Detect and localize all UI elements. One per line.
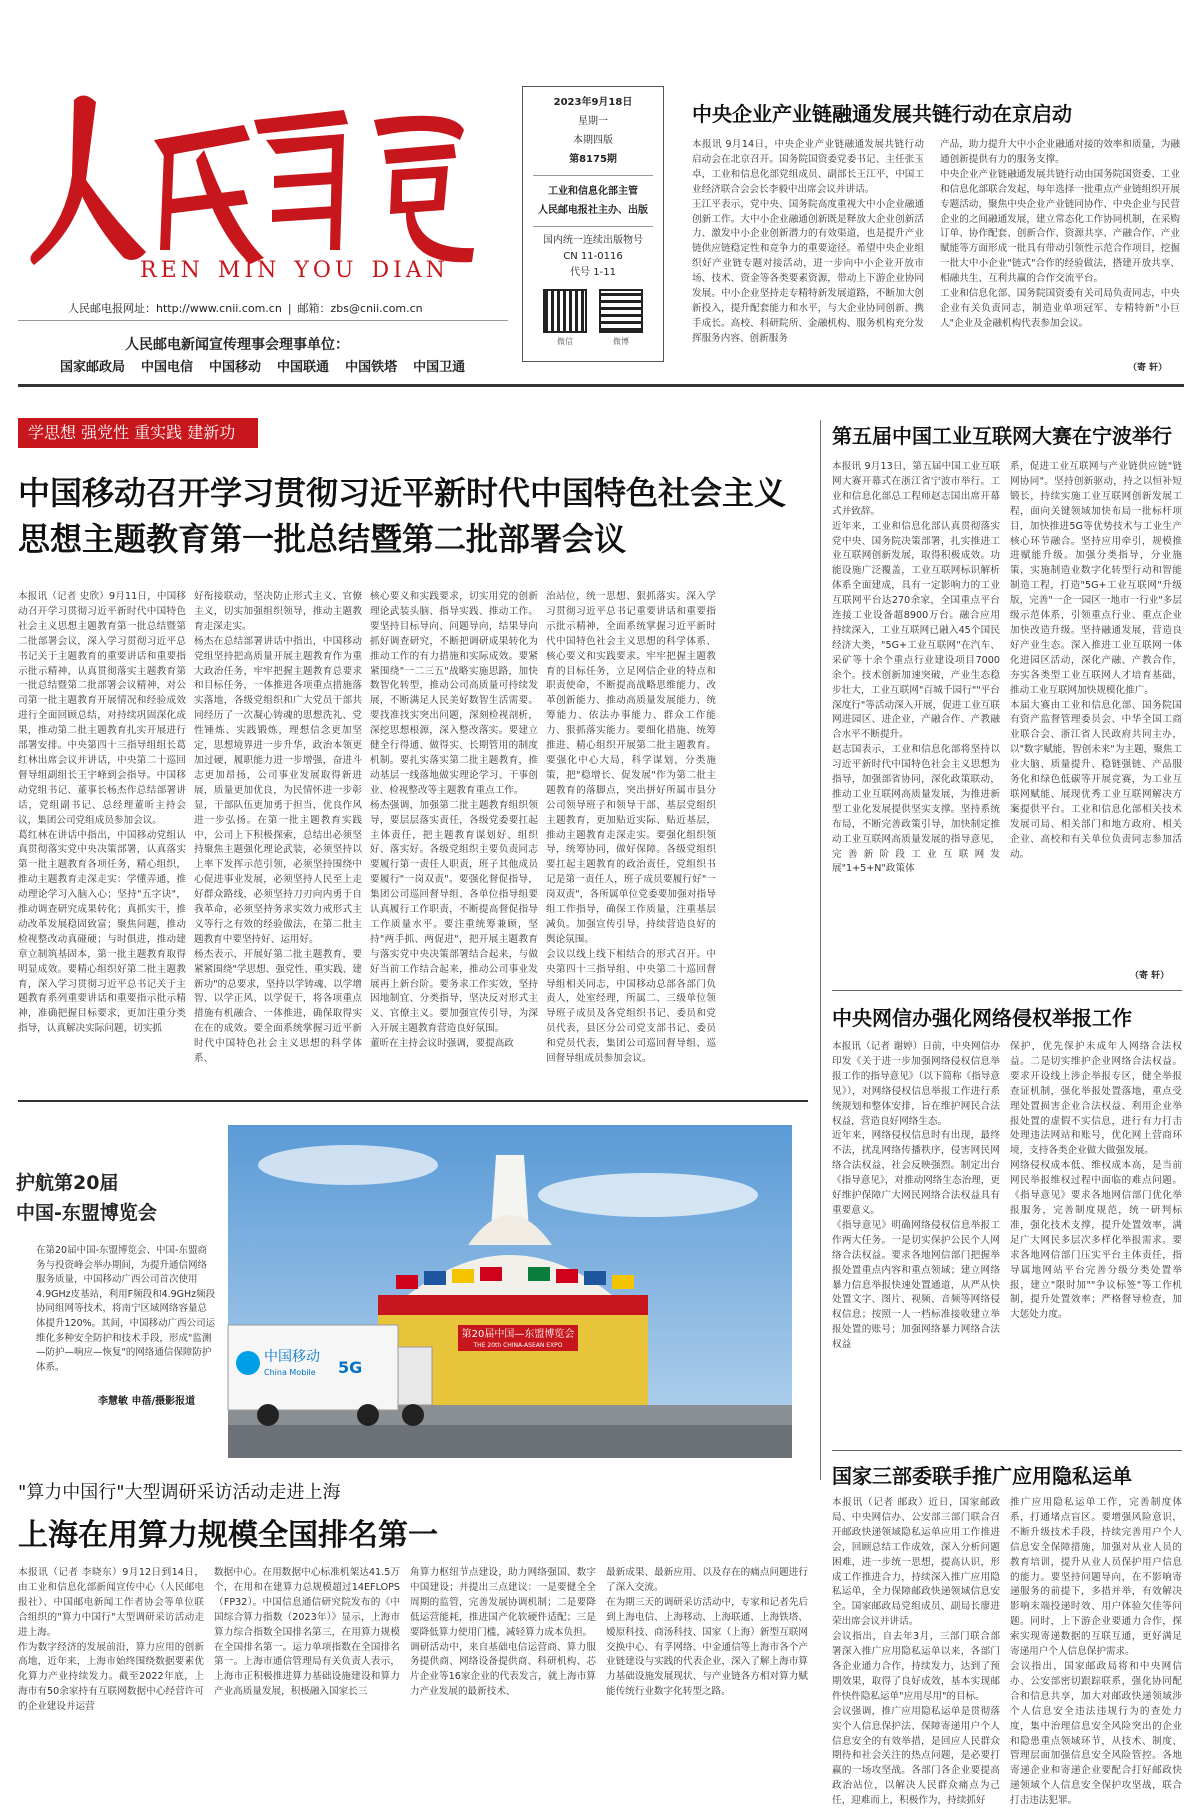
email-text: 邮箱：zbs@cnii.com.cn (297, 302, 423, 315)
cn-number: CN 11-0116 (563, 251, 623, 262)
council-member: 中国卫通 (413, 360, 466, 375)
top-story-headline: 中央企业产业链融通发展共链行动在京启动 (692, 102, 1072, 126)
main-story-column: 核心要义和实践要求，切实用党的创新理论武装头脑、指导实践、推动工作。要坚持目标导向、问题导向，结果导向抓好调查研究，不断把调研成果转化为推动工作的有力措施和实际成效。要紧紧围绕"一二三五"战略实施思路，加快数智化转型，推动公司高质量可持续发展，不断满足人民美好数智生活需要。要找准找实突出问题，深刻检视剖析，深挖思想根源，深入整改落实。要建立健全行得通、做得实、长期管用的制度机制。要扎实落实第二批主题教育，推动基层一线落地做实理论学习、干事创业、检视整改等主题教育重点工作。 杨杰强调，加强第二批主题教育组织领导，要层层落实责任，各级党委要扛起主体责任，把主题教育谋划好、组织好、落实好。各级党组织主要负责同志要履行第一责任人职责，班子其他成员要履行"一岗双责"。要强化督促指导，集团公司巡回督导组、各单位指导组要认真履行工作职责，不断提高督促指导工作质量水平。要注重统筹兼顾，坚持"两手抓、两促进"，把开展主题教育与落实党中央决策部署结合起来，与做好当前工作结合起来，推动公司事业发展再上新台阶。要务求工作实效，坚持因地制宜、分类指导，坚决反对形式主义、官僚主义。要加强宣传引导，为深入开展主题教育营造良好氛围。 董昕在主持会议时强调，要提高政 (370, 591, 538, 1050)
council-member: 国家邮政局 (60, 360, 126, 375)
side-story1-source: （寄 轩） (1130, 971, 1170, 981)
council-member: 中国电信 (141, 360, 194, 375)
pinyin-dian: DIAN (371, 258, 449, 283)
issue-date: 2023年9月18日 (553, 97, 633, 108)
site-info: 人民邮电报网址：http://www.cnii.com.cn | 邮箱：zbs@cnii.com.cn (68, 302, 423, 315)
side-story3-body-left: 本报讯（记者 邮政）近日，国家邮政局、中央网信办、公安部三部门联合召开邮政快递领域隐私运单应用工作推进会，回顾总结工作成效，深入分析问题困难，进一步统一思想，提高认识，形成工作推进合力，持续深入推广应用隐私运单，全力保障邮政快递领域信息安全。国家邮政局党组成员、副局长廖进荣出席会议并讲话。 会议指出，自去年3月，三部门联合部署深入推广应用隐私运单以来，各部门各企业通力合作，持续发力，达到了预期效果，取得了良好成效，基本实现邮件快件隐私运单"应用尽用"的目标。 会议强调，推广应用隐私运单是贯彻落实个人信息保护法、保障寄递用户个人信息安全的有效举措，是回应人民群众期待和社会关注的热点问题，是必要打赢的一场攻坚战。各部门各企业要提高政治站位，以解决人民群众痛点为己任，迎难而上，积极作为，持续抓好 (832, 1497, 1000, 1807)
side-story3-body-right: 推广应用隐私运单工作，完善制度体系，打通堵点盲区。要增强风险意识，不断升级技术手段，持续完善用户个人信息安全保障措施，加强对从业人员的教育培训，提升从业人员保护用户信息的能力。要坚持问题导向，在不影响寄递服务的前提下，多措并举，有效解决影响末端投递时效、用户体验欠佳等问题。同时，上下游企业要通力合作，探索实现寄递数据的互联互通，更好满足寄递用户个人信息保护需求。 会议指出，国家邮政局将和中央网信办、公安部密切跟踪联系，强化协同配合和信息共享，加大对邮政快递领域涉个人信息安全违法违规行为的查处力度，集中治理信息安全风险突出的企业和隐患重点领域环节，从技术、制度、管理层面加强信息安全风险管控。各地寄递企业和寄递企业要配合打好邮政快递领域个人信息安全保护攻坚战，联合打击违法犯罪。 (1010, 1497, 1182, 1807)
publisher-text: 人民邮电报社主办、出版 (538, 205, 648, 216)
issue-info-box (522, 86, 664, 362)
main-headline-line2: 思想主题教育第一批总结暨第二批部署会议 (18, 520, 627, 558)
qr-label: 微博 (613, 337, 629, 346)
truck-5g-label: 5G (338, 1358, 363, 1377)
expo-banner-text: 第20届中国—东盟博览会 (461, 1329, 575, 1340)
main-story-column: 本报讯（记者 史欣）9月11日，中国移动召开学习贯彻习近平新时代中国特色社会主义思想主题教育第一批总结暨第二批部署会议，深入学习贯彻习近平总书记关于主题教育的重要讲话和重要指示批示精神，认真贯彻落实主题教育第一批总结暨第二批部署会议精神，对公司第一批主题教育开展情况和经验成效进行全面回顾总结，对持续巩固深化成果，推动第二批主题教育扎实开展进行部署安排。中央第四十三指导组组长葛红林出席会议并讲话，中央第二十巡回督导组副组长王宇峰到会指导。中国移动党组书记、董事长杨杰作总结部署讲话，党组副书记、总经理董昕主持会议，集团公司党组成员参加会议。 葛红林在讲话中指出，中国移动党组认真贯彻落实党中央决策部署，认真落实第一批主题教育各项任务，精心组织，推动主题教育走深走实：学懂弄通，推动理论学习入脑入心；坚持"五字诀"，推动调查研究成果转化；真抓实干，推动改革发展稳固致富；聚焦问题，推动检视整改动真碰硬；与时俱进，推动建章立制筑基固本，第一批主题教育取得明显成效。要精心组织好第二批主题教育，深入学习贯彻习近平总书记关于主题教育系列重要讲话和重要指示批示精神，准确把握目标要求，更加注重分类指导，认真解决实际问题，切实抓 (18, 591, 186, 1035)
side-story1-headline: 第五届中国工业互联网大赛在宁波举行 (832, 424, 1172, 448)
council-title: 人民邮电新闻宣传理事会理事单位： (125, 337, 349, 353)
qr-label: 微信 (557, 337, 573, 346)
photo-credit: 李慧敏 申蓓/摄影报道 (98, 1396, 196, 1407)
side-story2-body-left: 本报讯（记者 谢婷）日前，中央网信办印发《关于进一步加强网络侵权信息举报工作的指导意见》（以下简称《指导意见》），对网络侵权信息举报工作进行系统规划和整体安排，旨在维护网民合法权益，营造良好网络生态。 近年来，网络侵权信息时有出现，最终不法，扰乱网络传播秩序，侵害网民网络合法权益，社会反映强烈。制定出台《指导意见》，对推动网络生态治理，更好维护保障广大网民网络合法权益具有重要意义。 《指导意见》明确网络侵权信息举报工作两大任务。一是切实保护公民个人网络合法权益。要求各地网信部门把握举报处置重点内容和重点领域；建立网络暴力信息举报快速处置通道，从严从快处置文字、图片、视频、音频等网络侵权信息；按照一人一档标准接收建立举报处置的账号；加强网络暴力网络合法权益 (832, 1041, 1000, 1351)
side-story1-body-left: 本报讯 9月13日，第五届中国工业互联网大赛开幕式在浙江省宁波市举行。工业和信息化部总工程师赵志国出席开幕式并致辞。 近年来，工业和信息化部认真贯彻落实党中央、国务院决策部署，扎实推进工业互联网创新发展，取得积极成效。功能设施广泛覆盖，工业互联网标识解析体系全面建成，具有一定影响力的工业互联网平台达270余家，全国重点平台连接工业设备超8900万台。融合应用持续深入，工业互联网已融入45个国民经济大类，"5G+工业互联网"在汽车、采矿等十余个重点行业建设项目7000余个。技术创新加速突破，产业生态稳步壮大，工业互联网"百城千园行""平台深度行"等活动深入开展，促进工业互联网进园区、进企业，产融合作、产教融合水平不断提升。 赵志国表示，工业和信息化部将坚持以习近平新时代中国特色社会主义思想为指导，加强部省协同，深化政策联动，推动工业互联网高质量发展，为推进新型工业化发展提供坚实支撑。坚持系统布局，不断完善政策引导，加快制定推动工业互联网高质量发展的指导意见，完善新阶段工业互联网发展"1+5+N"政策体 (832, 461, 1000, 875)
photo-title-line2: 中国-东盟博览会 (16, 1202, 157, 1224)
pinyin-you: YOU (294, 258, 358, 283)
wechat-qr-icon[interactable] (543, 289, 587, 333)
issue-edition: 本期四版 (573, 135, 613, 146)
section-tag: 学思想 强党性 重实践 建新功 (18, 418, 258, 448)
council-member: 中国移动 (209, 360, 262, 375)
photo-title-line1: 护航第20届 (16, 1172, 119, 1194)
truck-brand-en: China Mobile (264, 1368, 316, 1377)
council-members (60, 356, 481, 375)
section-divider (18, 1100, 808, 1102)
cn-label: 国内统一连续出版物号 (543, 235, 643, 246)
issue-weekday: 星期一 (578, 116, 608, 127)
supervisor-text: 工业和信息化部主管 (548, 186, 638, 197)
page-top-rule (18, 384, 1184, 387)
bottom-story-column: 数据中心。在用数据中心标准机架达41.5万个，在用和在建算力总规模超过14EFLOPS（FP32）。中国信息通信研究院发布的《中国综合算力指数（2023年）》显示，上海市算力综合指数全国排名第三，在用算力规模在全国排名第一。运力单项指数在全国排名第一。上海市通信管理局有关负责人表示，上海市正积极推进算力基础设施建设和算力产业高质量发展，积极融入国家长三 (214, 1567, 400, 1698)
side-divider (832, 990, 1182, 991)
masthead-pinyin (140, 258, 449, 283)
postal-code: 代号 1-11 (570, 267, 616, 278)
weibo-qr-icon[interactable] (599, 289, 643, 333)
pinyin-ren: REN (140, 258, 204, 283)
bottom-story-kicker: "算力中国行"大型调研采访活动走进上海 (18, 1482, 341, 1503)
truck-brand: 中国移动 (264, 1349, 320, 1365)
top-story-source: （寄 轩） (1128, 363, 1168, 373)
bottom-story-column: 最新成果、最新应用、以及存在的痛点问题进行了深入交流。 在为期三天的调研采访活动中，专家和记者先后到上海电信、上海移动、上海联通、上海铁塔、嫒原科技、商汤科技、国家（上海）新型互联网交换中心、有孚网络、中金通信等上海市各个产业链建设与实践的代表企业，深入了解上海市算力基础设施发展现状、与产业链各方相对算力赋能传统行业数字化转型之路。 (606, 1567, 808, 1698)
expo-photo (228, 1125, 792, 1458)
expo-banner-sub: THE 20th CHINA-ASEAN EXPO (473, 1342, 563, 1349)
side-divider (832, 1450, 1182, 1451)
website-text: 人民邮电报网址：http://www.cnii.com.cn (68, 302, 282, 315)
photo-feature-title (16, 1168, 157, 1228)
side-story2-body-right: 保护，优先保护未成年人网络合法权益。二是切实维护企业网络合法权益。要求开设线上涉企举报专区，健全举报查证机制，强化举报处置落地，重点受理处置损害企业合法权益、利用企业举报处置的虚假不实信息，进行有力打击处理违法网站和账号，优化网上营商环境，支持各类企业做大做强发展。 网络侵权成本低、维权成本高，是当前网民举报维权过程中面临的难点问题。《指导意见》要求各地网信部门优化举报服务，完善制度规范，统一研判标准，强化技术支撑，提升处置效率，满足广大网民多层次多样化举报需求。要求各地网信部门压实平台主体责任，指导属地网站平台完善分级分类处置举报，建立"限时加""争议标签"等工作机制，提升处置效率；严格督导检查，加大惩处力度。 (1010, 1041, 1182, 1321)
main-headline-line1: 中国移动召开学习贯彻习近平新时代中国特色社会主义 (18, 474, 787, 512)
column-divider (820, 420, 821, 1480)
issue-number: 第8175期 (569, 154, 617, 165)
council-member: 中国铁塔 (345, 360, 398, 375)
council-member: 中国联通 (277, 360, 330, 375)
side-story3-headline: 国家三部委联手推广应用隐私运单 (832, 1464, 1132, 1488)
side-story2-headline: 中央网信办强化网络侵权举报工作 (832, 1006, 1132, 1030)
bottom-story-headline: 上海在用算力规模全国排名第一 (18, 1518, 438, 1553)
pinyin-min: MIN (217, 258, 281, 283)
photo-caption: 在第20届中国-东盟博览会、中国-东盟商务与投资峰会举办期间，为提升通信网络服务质量，中国移动广西公司首次使用4.9GHz皮基站，利用F频段和4.9GHz频段协同组网等技术，将南宁区域网络容量总体提升120%。其间，中国移动广西公司运维化多种安全防护和技术手段，形成"监测—防护—响应—恢复"的网络通信保障防护体系。 (36, 1245, 216, 1373)
masthead-divider (18, 320, 508, 321)
newspaper-logo (14, 80, 484, 270)
bottom-story-column: 角算力枢纽节点建设，助力网络强国、数字中国建设；并提出三点建议：一是要健全全周期的监管，完善发展协调机制；二是要降低运营能耗，推进国产化软硬件适配；三是要降低算力使用门槛，减轻算力成本负担。 调研活动中，来自基础电信运营商、算力服务提供商、网络设备提供商、科研机构、芯片企业等16家企业的代表发言，就上海市算力产业发展的最新技术、 (410, 1567, 596, 1698)
bottom-story-column: 本报讯（记者 李晓东）9月12日到14日，由工业和信息化部新闻宣传中心（人民邮电报社）、中国邮电新闻工作者协会等单位联合组织的"算力中国行"大型调研采访活动走进上海。 作为数字经济的发展前沿，算力应用的创新高地，近年来，上海市始终围绕数据要素优化算力产业持续发力。截至2022年底，上海市有50余家持有互联网数据中心经营许可的企业建设并运营 (18, 1567, 204, 1713)
side-story1-body-right: 系，促进工业互联网与产业链供应链"链网协同"。坚持创新驱动，持之以恒补短锻长，持续实施工业互联网创新发展工程，面向关键领域加快布局一批标杆项目，加快推进5G等优势技术与工业生产核心环节融合。坚持应用牵引，规模推进赋能升级。加强分类指导，分业施策，实施制造业数字化转型行动和智能制造工程，打造"5G+工业互联网"升级版，完善"一企一园区一地市一行业"多层级示范体系，引领重点行业、重点企业加快改造升级。坚持融通发展，营造良好产业生态。深入推进工业互联网一体化进园区活动，深化产融、产教合作，夯实各类型工业互联网人才培育基础，推动工业互联网加快规模化推广。 本届大赛由工业和信息化部、国务院国有资产监督管理委员会、中华全国工商业联合会、浙江省人民政府共同主办，以"数字赋能，智创未来"为主题，聚焦工业大脑、质量提升、稳链强链、产品服务化和绿色低碳等开展竞赛，为工业互联网赋能、展现优秀工业互联网解决方案提供平台。工业和信息化部相关技术发展司局、相关部门和地方政府、相关企业、高校和有关单位负责同志参加活动。 (1010, 461, 1182, 860)
main-story-column: 治站位，统一思想、狠抓落实。深入学习贯彻习近平总书记重要讲话和重要指示批示精神，全面系统掌握习近平新时代中国特色社会主义思想的科学体系、核心要义和实践要求。牢牢把握主题教育的目标任务，立足网信企业的特点和职责使命，不断提高战略思维能力、改革创新能力、推动高质量发展能力、统筹能力、依法办事能力、群众工作能力、狠抓落实能力。要细化措施、统筹推进、精心组织开展第二批主题教育。要强化中心大局，科学谋划，分类施策，把"稳增长、促发展"作为第二批主题教育的落脚点，突出拼好所属市县分公司领导班子和领导干部、基层党组织主题教育，更加贴近实际、贴近基层，推动主题教育走深走实。要强化组织领导，统筹协同，做好保障。各级党组织要扛起主题教育的政治责任，党组织书记是第一责任人，班子成员要履行好"一岗双责"，各所属单位党委要加强对指导组工作指导，确保工作质量，注重基层减负。加强宣传引导，持续营造良好的舆论氛围。 会议以线上线下相结合的形式召开。中央第四十三指导组、中央第二十巡回督导组相关同志，中国移动总部各部门负责人，处室经理，所属二、三级单位领导班子成员及各党组织书记、委员和党员代表，县区分公司党支部书记、委员和党员代表，集团公司巡回督导组、巡回督导组成员参加会议。 (546, 591, 716, 1065)
top-story-body-left: 本报讯 9月14日，中央企业产业链融通发展共链行动启动会在北京召开。国务院国资委党委书记、主任张玉卓，工业和信息化部党组成员、副部长王江平，中国工业经济联合会会长李毅中出席会议并讲话。 王江平表示，党中央、国务院高度重视大中小企业融通创新工作。大中小企业融通创新既是释放大企业创新活力、激发中小企业创新潜力的有效渠道，也是提升产业链供应链稳定性和竞争力的重要途径。希望中央企业组织好产业链专题对接活动，进一步向中小企业开放市场、技术、资金等各类要素资源，带动上下游企业协同发展。中小企业坚持走专精特新发展道路，不断加大创新投入，提升配套能力和水平，与大企业协同创新、携手成长。高校、科研院所、金融机构、服务机构充分发挥服务内容、创新服务 (692, 139, 924, 344)
top-story-body-right: 产品，助力提升大中小企业融通对接的效率和质量，为融通创新提供有力的服务支撑。 中央企业产业链融通发展共链行动由国务院国资委、工业和信息化部联合发起，每年选择一批重点产业链组织开展专题活动，聚焦中央企业产业链同协作、中央企业与民营企业的之间融通发展，建立常态化工作协同机制，在采购订单、协作配套、创新合作、资源共享、产融合作、产业赋能等方面形成一批具有带动引领性示范合作项目，挖掘一批大中小企业"链式"合作的经验做法，搭建开放共享、相融共生、互利共赢的合作交流平台。 工业和信息化部、国务院国资委有关司局负责同志，中央企业有关负责同志，制造业单项冠军、专精特新"小巨人"企业及金融机构代表参加会议。 (940, 139, 1180, 329)
main-story-column: 好衔接联动，坚决防止形式主义、官僚主义，切实加强组织领导，推动主题教育走深走实。 杨杰在总结部署讲话中指出，中国移动党组坚持把高质量开展主题教育作为重大政治任务，牢牢把握主题教育总要求和目标任务，一体推进各项重点措施落实落地，各级党组织和广大党员干部共同经历了一次凝心铸魂的思想洗礼、党性锤炼、实践锻炼，理想信念更加坚定，思想境界进一步升华，政治本领更加过硬，履职能力进一步增强，奋进斗志更加昂扬，公司事业发展取得新进展，质量更加优良，为民情怀进一步彰显，干部队伍更加勇于担当，优良作风进一步弘扬。在第一批主题教育实践中，公司上下积极探索，总结出必须坚持聚焦主题强化理论武装，必须坚持以上率下发挥示范引领，必须坚持围绕中心促进事业发展，必须坚持人民至上走好群众路线，必须坚持刀刃向内勇于自我革命，必须坚持务求实效力戒形式主义等行之有效的经验做法，在第二批主题教育中要坚持好、运用好。 杨杰表示，开展好第二批主题教育，要紧紧围绕"学思想、强党性、重实践、建新功"的总要求，坚持以学铸魂、以学增智、以学正风、以学促干，将各项重点措施有机融合、一体推进，确保取得实在在的成效。要全面系统掌握习近平新时代中国特色社会主义思想的科学体系、 (194, 591, 362, 1065)
